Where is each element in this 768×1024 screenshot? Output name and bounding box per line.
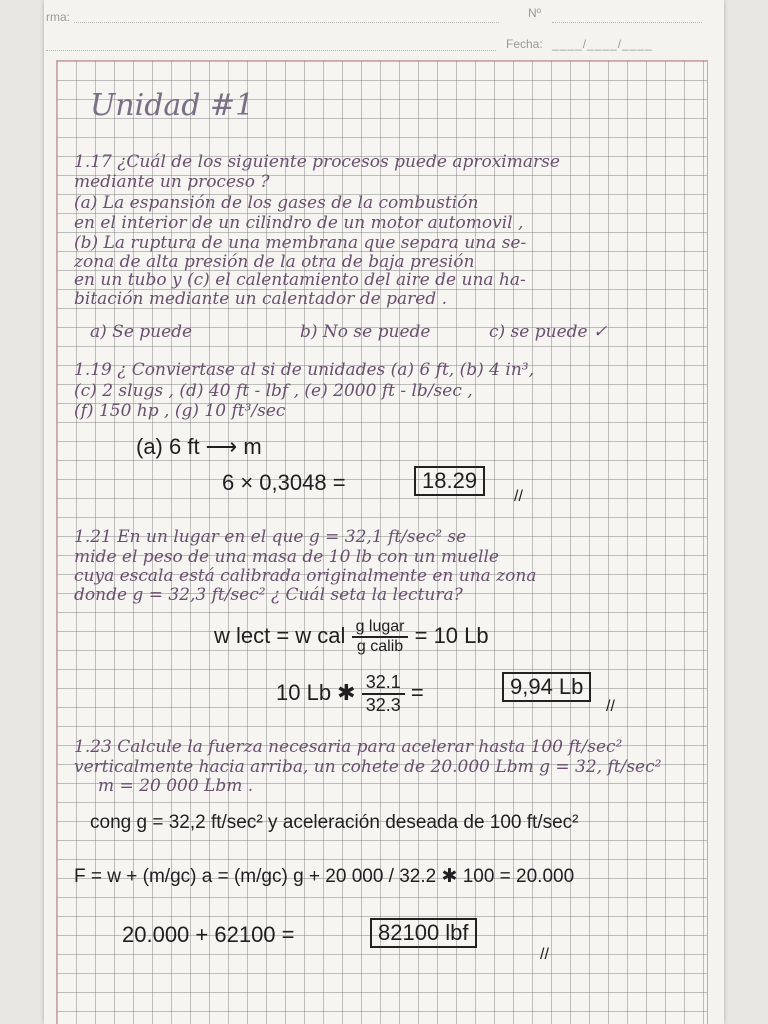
q119-line-2: (c) 2 slugs , (d) 40 ft - lbf , (e) 2000 ft - lb/sec , [74, 381, 473, 401]
q117-line-1: 1.17 ¿Cuál de los siguiente procesos puede aproximarse [74, 152, 560, 172]
q123-line-1: 1.23 Calcule la fuerza necesaria para acelerar hasta 100 ft/sec² [74, 737, 623, 757]
unit-title: Unidad #1 [90, 88, 255, 123]
q123-equation: F = w + (m/gc) a = (m/gc) g + 20 000 / 32.2 ✱ 100 = 20.000 [74, 866, 575, 887]
q117-line-7: en un tubo y (c) el calentamiento del aire de una ha- [74, 270, 526, 290]
q121-equation [214, 618, 489, 656]
q121-line-4: donde g = 32,3 ft/sec² ¿ Cuál seta la lectura? [74, 585, 463, 605]
q121-line-1: 1.21 En un lugar en el que g = 32,1 ft/sec² se [74, 527, 467, 547]
q123-end-mark: // [540, 946, 549, 963]
q117-line-5: (b) La ruptura de una membrana que separa una se- [74, 233, 527, 253]
q119-conversion: (a) 6 ft ⟶ m [136, 434, 262, 459]
date-value: ____/____/____ [552, 37, 653, 51]
q117-line-4: en el interior de un cilindro de un motor automovil , [74, 213, 524, 233]
page-header [44, 0, 724, 60]
q119-line-1: 1.19 ¿ Conviertase al si de unidades (a) 6 ft, (b) 4 in³, [74, 360, 534, 380]
q121-gravity-fraction [352, 618, 409, 656]
q121-frac-denominator: g calib [356, 638, 404, 655]
q123-given: cong g = 32,2 ft/sec² y aceleración deseada de 100 ft/sec² [90, 812, 579, 833]
q121-calc-fraction [362, 672, 405, 716]
q119-calculation: 6 × 0,3048 = [222, 470, 346, 495]
q117-line-2: mediante un proceso ? [74, 172, 270, 192]
number-line [552, 22, 702, 23]
q117-answer-c: c) se puede ✓ [489, 322, 608, 342]
name-line [74, 22, 499, 23]
q121-calculation: 10 Lb ✱ $\frac{32.1}{32.3}$ = [276, 672, 424, 715]
q123-line-3: m = 20 000 Lbm . [98, 776, 254, 796]
q123-line-2: verticalmente hacia arriba, un cohete de 20.000 Lbm g = 32, ft/sec² [74, 757, 662, 777]
q121-calc-denominator: 32.3 [365, 695, 401, 715]
q121-calc-numerator: 32.1 [362, 672, 405, 695]
q121-frac-numerator: g lugar [352, 618, 409, 638]
q117-line-6: zona de alta presión de la otra de baja presión [74, 252, 475, 272]
q117-answer-a: a) Se puede [90, 322, 193, 342]
q123-sum: 20.000 + 62100 = [122, 922, 295, 947]
q121-line-3: cuya escala está calibrada originalmente en una zona [74, 566, 537, 586]
q121-eq-lhs: w lect = w cal [214, 622, 346, 648]
number-label: Nº [528, 6, 542, 20]
q119-line-3: (f) 150 hp , (g) 10 ft³/sec [74, 401, 286, 421]
q117-answer-b: b) No se puede [300, 322, 431, 342]
q117-line-3: (a) La espansión de los gases de la combustión [74, 193, 479, 213]
q121-eq-rhs: = 10 Lb [414, 622, 489, 648]
q119-result-box: 18.29 [414, 466, 485, 496]
name-label: rma: [46, 10, 70, 24]
q117-line-8: bitación mediante un calentador de pared . [74, 289, 447, 309]
q121-end-mark: // [606, 698, 615, 715]
date-label: Fecha: [506, 37, 543, 51]
notebook-page [44, 0, 724, 1024]
q123-result-box: 82100 lbf [370, 918, 477, 948]
q119-end-mark: // [514, 488, 523, 505]
q121-calc-lhs: 10 Lb ✱ [276, 679, 356, 705]
q121-result-box: 9,94 Lb [502, 672, 591, 702]
second-line [46, 50, 496, 51]
q121-line-2: mide el peso de una masa de 10 lb con un muelle [74, 547, 499, 567]
